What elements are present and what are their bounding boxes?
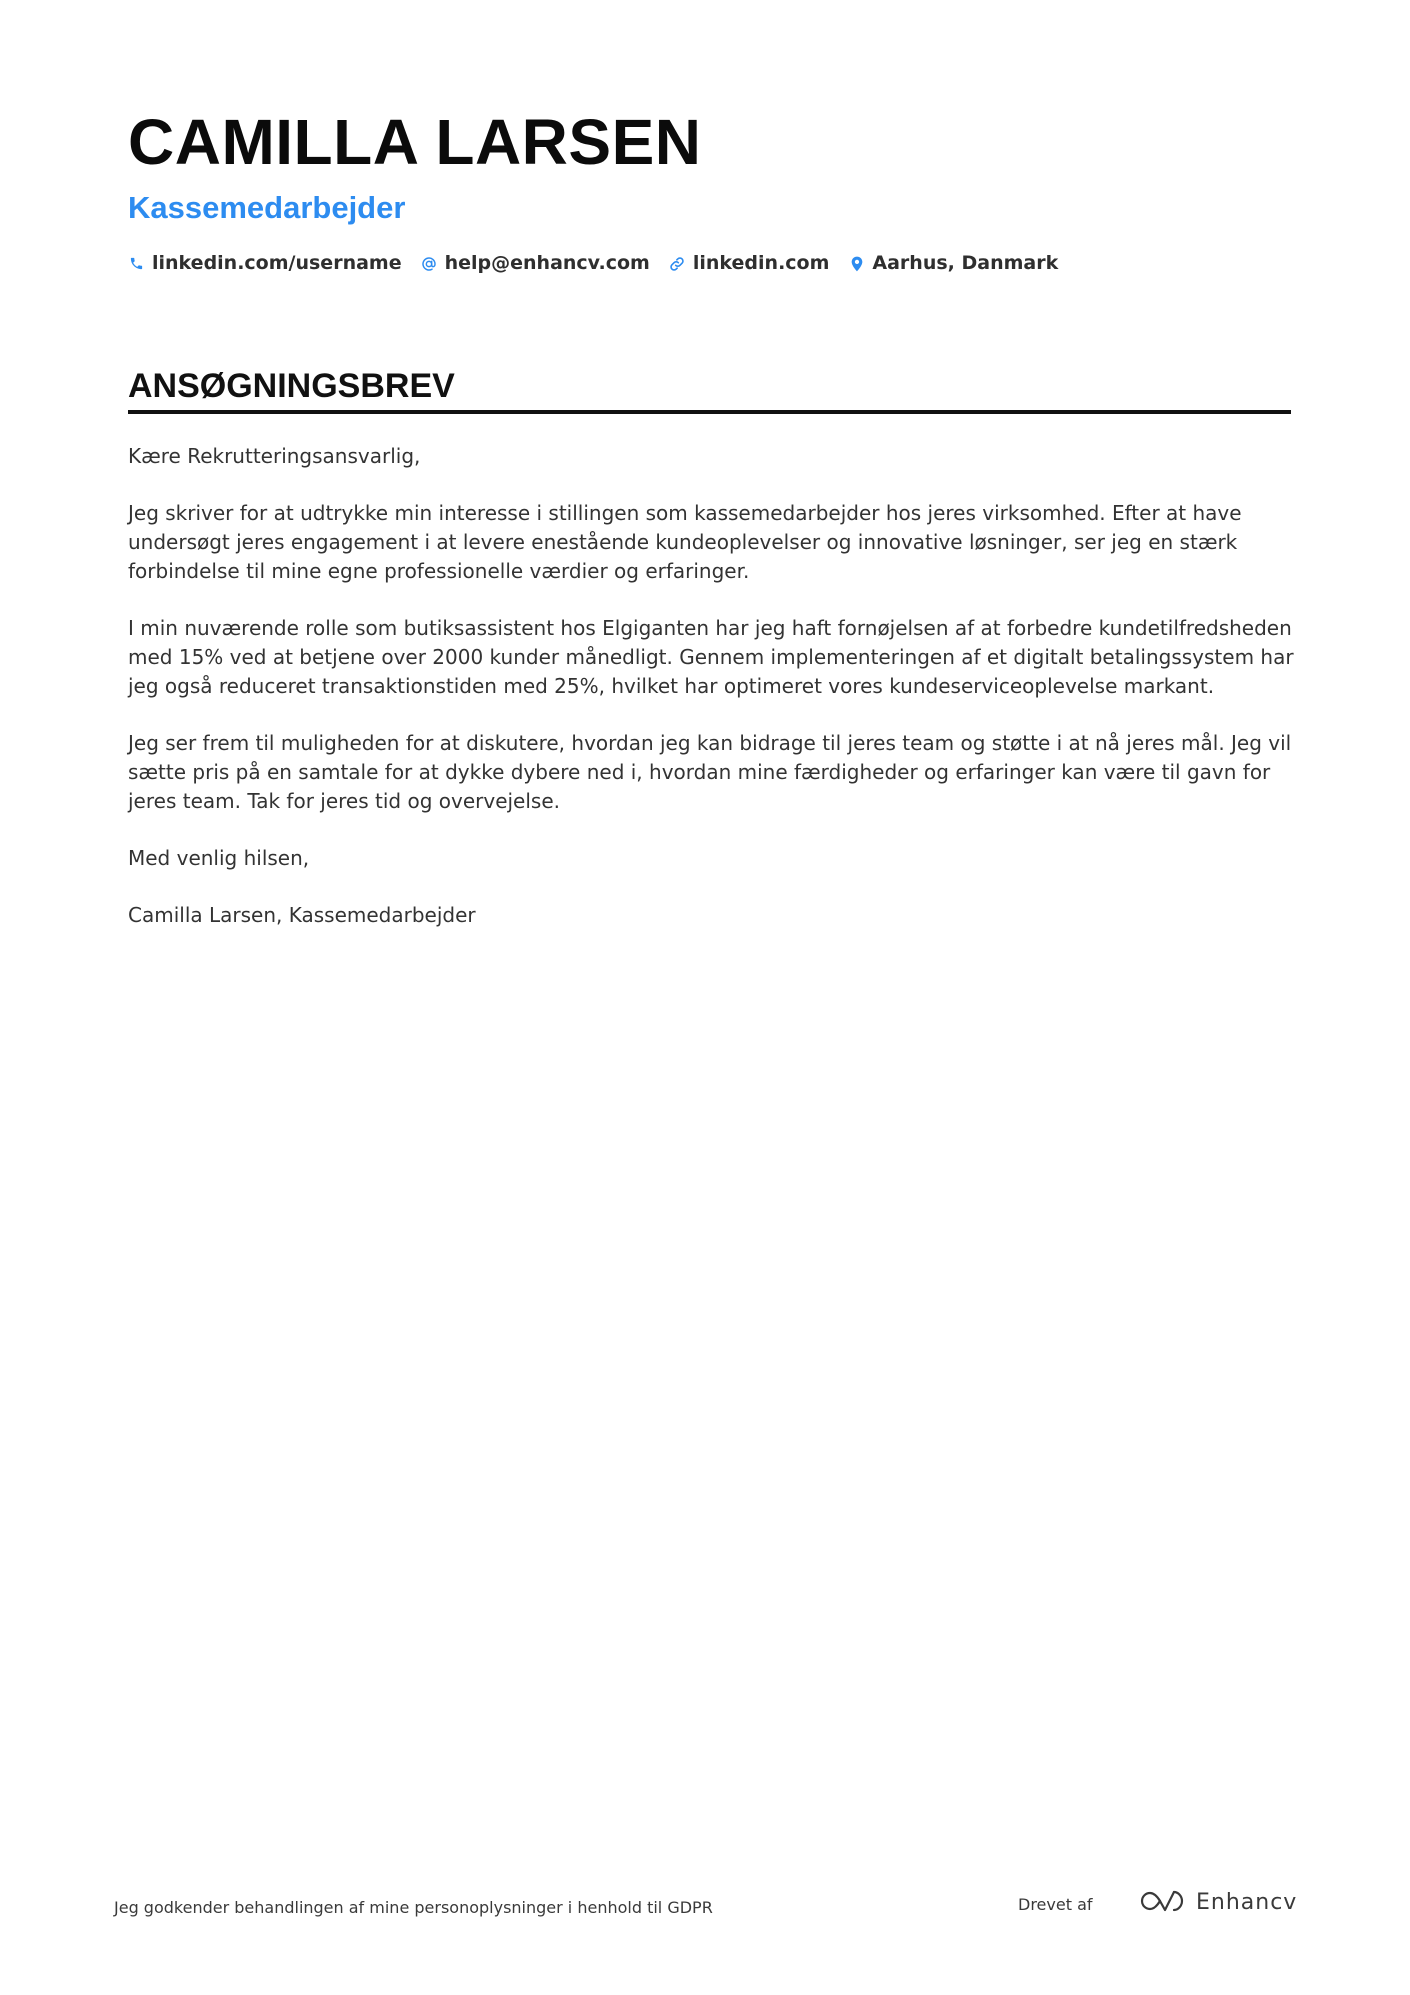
section-divider	[128, 410, 1291, 414]
letter-greeting: Kære Rekrutteringsansvarlig,	[128, 444, 421, 468]
letter-closing: Med venlig hilsen,	[128, 846, 310, 870]
enhancv-logo-icon	[1138, 1888, 1186, 1918]
contact-link-text: linkedin.com	[692, 252, 830, 274]
section-heading: ANSØGNINGSBREV	[128, 367, 455, 405]
location-pin-icon	[848, 255, 865, 272]
contact-link[interactable]	[669, 254, 830, 273]
letter-paragraph: I min nuværende rolle som butiksassistent hos Elgiganten har jeg haft fornøjelsen af at forbedre kundetilfredsheden med 15% ved at betjene over 2000 kunder månedligt. Gennem implementeringen af et digitalt betalingssystem har jeg også reduceret transaktionstiden med 25%, hvilket har optimeret vores kundeserviceoplevelse markant.	[128, 616, 1294, 698]
contact-email[interactable]	[421, 254, 650, 273]
letter-signature: Camilla Larsen, Kassemedarbejder	[128, 903, 476, 927]
contact-email-text: help@enhancv.com	[444, 252, 650, 274]
enhancv-brand[interactable]	[1138, 1888, 1297, 1918]
contact-phone-text: linkedin.com/username	[152, 252, 402, 274]
contact-info-bar	[128, 254, 1058, 273]
powered-by-label: Drevet af	[1018, 1895, 1093, 1914]
link-icon	[669, 255, 686, 272]
letter-body	[128, 442, 1298, 958]
contact-location-text: Aarhus, Danmark	[872, 252, 1059, 274]
contact-location	[848, 254, 1058, 273]
letter-paragraph: Jeg skriver for at udtrykke min interesse i stillingen som kassemedarbejder hos jeres virksomhed. Efter at have undersøgt jeres engagement i at levere enestående kundeoplevelser og innovative løsninger, ser jeg en stærk forbindelse til mine egne professionelle værdier og erfaringer.	[128, 501, 1242, 583]
phone-icon	[128, 255, 145, 272]
job-title: Kassemedarbejder	[128, 190, 406, 225]
candidate-name: CAMILLA LARSEN	[128, 106, 702, 178]
contact-phone	[128, 254, 402, 273]
enhancv-brand-name: Enhancv	[1196, 1890, 1298, 1915]
letter-paragraph: Jeg ser frem til muligheden for at diskutere, hvordan jeg kan bidrage til jeres team og støtte i at nå jeres mål. Jeg vil sætte pris på en samtale for at dykke dybere ned i, hvordan mine færdigheder og erfaringer kan være til gavn for jeres team. Tak for jeres tid og overvejelse.	[128, 731, 1292, 813]
gdpr-consent-text: Jeg godkender behandlingen af mine personoplysninger i henhold til GDPR	[114, 1898, 713, 1917]
at-sign-icon	[421, 255, 438, 272]
